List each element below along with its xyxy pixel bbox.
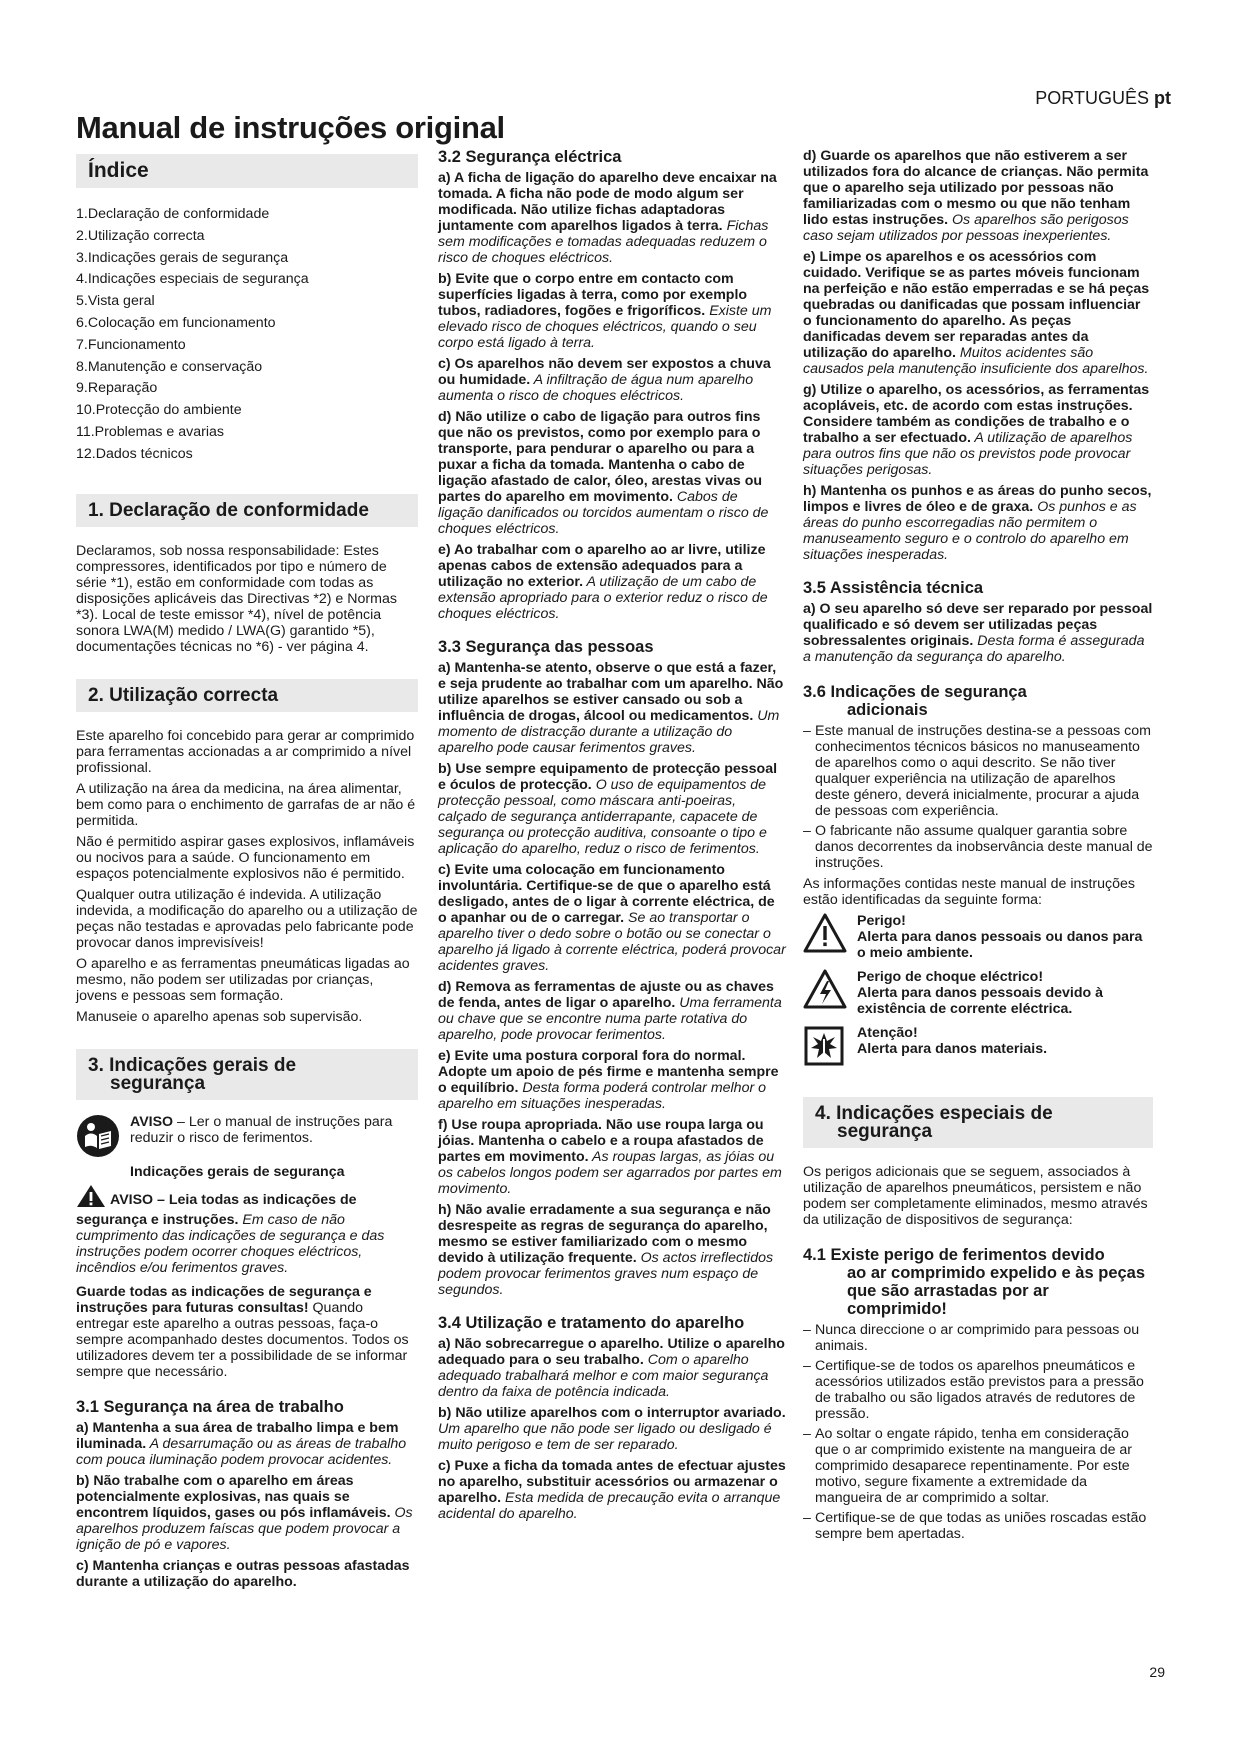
section-4-1-heading-line2: ao ar comprimido expelido e às peças que são arrastadas por ar comprimido! (847, 1264, 1146, 1318)
section-3-4-e (803, 249, 1153, 377)
item-italic: Existe um elevado risco de choques eléctricos, quando o seu corpo está ligado à terra. (438, 303, 772, 351)
item-italic: As roupas largas, as jóias ou os cabelos longos podem ser agarrados por partes em movimento. (438, 1149, 782, 1197)
toc-item: 8.Manutenção e conservação (76, 358, 263, 375)
item-italic: Os aparelhos produzem faíscas que podem provocar a ignição de pó e vapores. (76, 1504, 413, 1553)
section-3-4-d (803, 148, 1153, 244)
section-2-text: Este aparelho foi concebido para gerar ar comprimido para ferramentas accionadas a ar comprimido a nível profissional. (76, 727, 415, 776)
item-italic: A desarrumação ou as áreas de trabalho com pouca iluminação podem provocar acidentes. (76, 1435, 407, 1468)
item-italic: A infiltração de água num aparelho aumenta o risco de choques eléctricos. (438, 372, 754, 404)
aviso-warning-paragraph (76, 1184, 418, 1276)
language-header (1035, 88, 1171, 109)
danger-title: Perigo! (857, 913, 906, 929)
toc-item: 2.Utilização correcta (76, 227, 205, 244)
toc-item: 10.Protecção do ambiente (76, 402, 242, 419)
item-italic: Esta medida de precaução evita o arranque acidental do aparelho. (438, 1490, 781, 1522)
section-3-2-c (438, 356, 786, 404)
item-bold: a) Mantenha a sua área de trabalho limpa e bem iluminada. (76, 1419, 399, 1452)
section-3-3-d (438, 979, 786, 1043)
section-3-3-heading: 3.3 Segurança das pessoas (438, 638, 654, 656)
item-bold: b) Evite que o corpo entre em contacto com superfícies ligadas à terra, como por exemplo tubos, radiadores, fogões e frigoríficos. (438, 271, 748, 319)
item-bold: h) Não avalie erradamente a sua segurança e não desrespeite as regras de segurança do aparelho, mesmo se estiver familiarizado com o mesmo devido à utilização frequente. (438, 1202, 771, 1266)
aviso-label: AVISO (130, 1113, 174, 1130)
item-bold: e) Limpe os aparelhos e os acessórios com cuidado. Verifique se as partes móveis funcionam na perfeição e não estão emperradas e se há peças quebradas ou danificadas que possam influenciar o funcionamento do aparelho. As peças danificadas devem ser reparadas antes da utilização do aparelho. (803, 249, 1150, 361)
section-3-2-d (438, 409, 786, 537)
attention-desc: Alerta para danos materiais. (857, 1041, 1048, 1057)
section-3-1-a (76, 1420, 418, 1468)
section-4-text: Os perigos adicionais que se seguem, associados à utilização de aparelhos pneumáticos, persistem e não podem ser completamente eliminados, mesmo através da utilização de dispositivos de segurança: (803, 1164, 1148, 1228)
section-3-3-e (438, 1048, 786, 1112)
item-italic: A utilização de aparelhos para outros fins que não os previstos pode provocar situações perigosas. (803, 430, 1133, 478)
item-bold: g) Utilize o aparelho, os acessórios, as ferramentas acopláveis, etc. de acordo com estas instruções. Considere também as condições de trabalho e o trabalho a ser efectuado. (803, 382, 1150, 446)
list-item: – Ao soltar o engate rápido, tenha em consideração que o ar comprimido existente na mangueira de ar comprimido desaparece repentinamente. Por este motivo, segure fixamente a extremidade da mangueira de ar comprimido a soltar. (803, 1426, 1153, 1506)
warning-triangle-icon (76, 1184, 106, 1212)
item-bold: e) Evite uma postura corporal fora do normal. Adopte um apoio de pés firme e mantenha sempre o equilíbrio. (438, 1048, 779, 1096)
list-item: – Este manual de instruções destina-se a pessoas com conhecimentos técnicos básicos no manuseamento de aparelhos como o aqui descrito. Se não tiver qualquer experiência na utilização de aparelhos deste género, deverá inicialmente, procurar a ajuda de pessoas com experiência. (803, 723, 1153, 819)
item-bold: a) Mantenha-se atento, observe o que está a fazer, e seja prudente ao trabalhar com um aparelho. Não utilize aparelhos se estiver cansado ou sob a influência de drogas, álcool ou medicamentos. (438, 660, 784, 724)
section-4-heading-line2: segurança (837, 1121, 933, 1142)
toc-item: 1.Declaração de conformidade (76, 206, 270, 222)
column-middle (438, 148, 786, 1527)
item-bold: e) Ao trabalhar com o aparelho ao ar livre, utilize apenas cabos de extensão adequados para a utilização no exterior. (438, 542, 766, 590)
section-4-1-heading (803, 1246, 1153, 1318)
section-3-6-heading-line2: adicionais (847, 701, 928, 719)
section-2-text: Qualquer outra utilização é indevida. A utilização indevida, a modificação do aparelho ou a utilização de peças não testadas e aprovadas pelo fabricante pode provocar danos imprevisíveis! (76, 886, 418, 951)
toc-item: 6.Colocação em funcionamento (76, 314, 276, 331)
item-italic: A utilização de um cabo de extensão apropriado para o exterior reduz o risco de choques eléctricos. (438, 574, 768, 622)
list-item: – Certifique-se de que todas as uniões roscadas estão sempre bem apertadas. (803, 1510, 1153, 1542)
item-bold: a) A ficha de ligação do aparelho deve encaixar na tomada. A ficha não pode de modo algum ser modificada. Não utilize fichas adaptadoras juntamente com aparelhos ligados à terra. (438, 170, 777, 234)
section-3-4-b (438, 1405, 786, 1453)
page-title: Manual de instruções original (76, 110, 505, 145)
toc-item: 9.Reparação (76, 380, 158, 397)
item-italic: Muitos acidentes são causados pela manutenção insuficiente dos aparelhos. (803, 345, 1149, 377)
toc-item: 5.Vista geral (76, 293, 155, 310)
attention-title: Atenção! (857, 1025, 918, 1041)
section-4-1-heading-line1: 4.1 Existe perigo de ferimentos devido (803, 1246, 1105, 1264)
electric-legend (803, 969, 1153, 1017)
column-left (76, 154, 418, 1595)
section-3-heading-line1: 3. Indicações gerais de (88, 1054, 297, 1076)
item-bold: b) Use sempre equipamento de protecção pessoal e óculos de protecção. (438, 761, 778, 793)
section-2-text: Não é permitido aspirar gases explosivos, inflamáveis ou nocivos para a saúde. O funcionamento em espaços potencialmente explosivos não é permitido. (76, 833, 415, 882)
section-3-3-h (438, 1202, 786, 1298)
section-3-1-b (76, 1473, 418, 1553)
section-2-text: A utilização na área da medicina, na área alimentar, bem como para o enchimento de garrafas de ar não é permitida. (76, 780, 416, 829)
section-3-4-heading: 3.4 Utilização e tratamento do aparelho (438, 1314, 745, 1332)
section-3-6-heading (803, 683, 1153, 719)
section-3-4-h (803, 483, 1153, 563)
language-label: PORTUGUÊS (1035, 88, 1149, 108)
item-bold: b) Não utilize aparelhos com o interruptor avariado. (438, 1405, 786, 1421)
item-bold: c) Os aparelhos não devem ser expostos a chuva ou humidade. (438, 356, 771, 388)
section-3-2-a (438, 170, 786, 266)
section-4-heading-line1: 4. Indicações especiais de (815, 1103, 1053, 1124)
section-3-4-c (438, 1458, 786, 1522)
section-3-2-b (438, 271, 786, 351)
section-3-1-heading: 3.1 Segurança na área de trabalho (76, 1397, 344, 1416)
section-3-4-a (438, 1336, 786, 1400)
table-of-contents (76, 204, 418, 466)
section-3-3-c (438, 862, 786, 974)
item-bold: d) Não utilize o cabo de ligação para outros fins que não os previstos, como por exemplo para o transporte, para pendurar o aparelho ou para a puxar a ficha da tomada. Mantenha o cabo de ligação afastado de calor, óleo, arestas vivas ou partes do aparelho em movimento. (438, 409, 763, 505)
section-2-text: Manuseie o aparelho apenas sob supervisão. (76, 1008, 363, 1025)
section-3-heading-line2: segurança (110, 1072, 206, 1094)
item-italic: O uso de equipamentos de protecção pessoal, como máscara anti-poeiras, calçado de segurança antiderrapante, capacete de segurança ou protecção auditiva, consoante o tipo e aplicação do aparelho, reduz o risco de ferimentos. (438, 777, 767, 857)
toc-item: 4.Indicações especiais de segurança (76, 271, 309, 288)
item-bold: d) Guarde os aparelhos que não estiverem a ser utilizados fora do alcance de crianças. Não permita que o aparelho seja utilizado por pessoas não familiarizadas com o mesmo ou que não tenham lido estas instruções. (803, 148, 1149, 228)
item-italic: Os aparelhos são perigosos caso sejam utilizados por pessoas inexperientes. (803, 212, 1129, 244)
section-3-4-g (803, 382, 1153, 478)
item-bold: a) O seu aparelho só deve ser reparado por pessoal qualificado e só devem ser utilizadas peças sobressalentes originais. (803, 601, 1153, 649)
item-bold: d) Remova as ferramentas de ajuste ou as chaves de fenda, antes de ligar o aparelho. (438, 979, 774, 1011)
item-italic: Desta forma é assegurada a manutenção da segurança do aparelho. (803, 633, 1145, 665)
danger-legend (803, 913, 1153, 961)
section-1-heading: 1. Declaração de conformidade (76, 494, 418, 527)
item-italic: Os punhos e as áreas do punho escorregadias não permitem o manuseamento seguro e o controlo do aparelho em situações inesperadas. (803, 499, 1137, 563)
danger-triangle-icon (803, 913, 849, 957)
read-manual-icon (76, 1114, 122, 1162)
aviso-all-label: AVISO – Leia todas as indicações de segurança e instruções. (76, 1191, 357, 1228)
keep-instructions-label: Guarde todas as indicações de segurança e instruções para futuras consultas! (76, 1283, 372, 1316)
material-damage-icon (803, 1025, 849, 1071)
item-bold: f) Use roupa apropriada. Não use roupa larga ou jóias. Mantenha o cabelo e a roupa afastados de partes em movimento. (438, 1117, 764, 1165)
section-3-6-list (803, 723, 1153, 871)
section-2-text: O aparelho e as ferramentas pneumáticas ligadas ao mesmo, não podem ser utilizadas por crianças, jovens e pessoas sem formação. (76, 955, 410, 1004)
item-bold: c) Evite uma colocação em funcionamento involuntária. Certifique-se de que o aparelho está desligado, antes de o ligar à corrente eléctrica, de o apanhar ou de o carregar. (438, 862, 775, 926)
item-bold: a) Não sobrecarregue o aparelho. Utilize o aparelho adequado para o seu trabalho. (438, 1336, 785, 1368)
item-italic: Desta forma poderá controlar melhor o aparelho em situações inesperadas. (438, 1080, 767, 1112)
section-3-3-f (438, 1117, 786, 1197)
section-3-heading (76, 1049, 418, 1100)
section-3-2-heading: 3.2 Segurança eléctrica (438, 148, 622, 166)
section-3-3-b (438, 761, 786, 857)
read-manual-warning (76, 1114, 418, 1162)
section-3-2-e (438, 542, 786, 622)
page-number: 29 (1149, 1664, 1165, 1680)
column-right (803, 148, 1153, 1547)
item-italic: Os actos irreflectidos podem provocar ferimentos graves num espaço de segundos. (438, 1250, 774, 1298)
list-item: – O fabricante não assume qualquer garantia sobre danos decorrentes da inobservância deste manual de instruções. (803, 823, 1153, 871)
aviso-all-text: Em caso de não cumprimento das indicações de segurança e das instruções podem ocorrer choques eléctricos, incêndios e/ou ferimentos graves. (76, 1211, 385, 1276)
item-bold: h) Mantenha os punhos e as áreas do punho secos, limpos e livres de óleo e de graxa. (803, 483, 1152, 515)
keep-instructions-text: Quando entregar este aparelho a outras pessoas, faça-o sempre acompanhado destes documentos. Todos os utilizadores devem ter a possibilidade de se informar sempre que necessário. (76, 1299, 409, 1380)
item-italic: Um aparelho que não pode ser ligado ou desligado é muito perigoso e tem de ser reparado. (438, 1421, 772, 1453)
item-bold: b) Não trabalhe com o aparelho em áreas potencialmente explosivas, nas quais se encontrem líquidos, gases ou pós inflamáveis. (76, 1472, 391, 1521)
general-safety-label: Indicações gerais de segurança (130, 1163, 345, 1180)
electric-title: Perigo de choque eléctrico! (857, 969, 1044, 985)
item-italic: Fichas sem modificações e tomadas adequadas reduzem o risco de choques eléctricos. (438, 218, 769, 266)
danger-desc: Alerta para danos pessoais ou danos para o meio ambiente. (857, 929, 1143, 961)
section-3-1-c: c) Mantenha crianças e outras pessoas afastadas durante a utilização do aparelho. (76, 1557, 410, 1590)
toc-item: 7.Funcionamento (76, 336, 186, 353)
toc-item: 3.Indicações gerais de segurança (76, 249, 289, 266)
section-3-3-a (438, 660, 786, 756)
section-4-heading (803, 1097, 1153, 1148)
section-1-text: Declaramos, sob nossa responsabilidade: Estes compressores, identificados por tipo e número de série *1), estão em conformidade com todas as disposições aplicáveis das Directivas *2) e Normas *3). Local de teste emissor *4), nível de potência sonora LWA(M) medido / LWA(G) garantido *5), documentações técnicas no *6) - ver página 4. (76, 542, 397, 655)
keep-instructions-paragraph (76, 1284, 418, 1380)
attention-legend (803, 1025, 1153, 1071)
section-3-5-a (803, 601, 1153, 665)
section-2-heading: 2. Utilização correcta (76, 679, 418, 712)
aviso-text: – Ler o manual de instruções para reduzir o risco de ferimentos. (130, 1113, 393, 1146)
electric-desc: Alerta para danos pessoais devido à existência de corrente eléctrica. (857, 985, 1104, 1017)
toc-item: 12.Dados técnicos (76, 445, 193, 462)
item-italic: Se ao transportar o aparelho tiver o dedo sobre o botão ou se conectar o aparelho já ligado à corrente eléctrica, poderá provocar acidentes graves. (438, 910, 786, 974)
item-italic: Cabos de ligação danificados ou torcidos aumentam o risco de choques eléctricos. (438, 489, 769, 537)
list-item: – Certifique-se de todos os aparelhos pneumáticos e acessórios utilizados estão previstos para a pressão de trabalho ou são ligados através de redutores de pressão. (803, 1358, 1153, 1422)
section-3-5-heading: 3.5 Assistência técnica (803, 579, 984, 597)
item-italic: Com o aparelho adequado trabalhará melhor e com maior segurança dentro da faixa de potência indicada. (438, 1352, 769, 1400)
electric-shock-icon (803, 969, 849, 1013)
item-bold: c) Puxe a ficha da tomada antes de efectuar ajustes no aparelho, substituir acessórios ou armazenar o aparelho. (438, 1458, 786, 1506)
list-item: – Nunca direccione o ar comprimido para pessoas ou animais. (803, 1322, 1153, 1354)
section-3-6-info: As informações contidas neste manual de instruções estão identificadas da seguinte forma: (803, 876, 1136, 908)
language-code: pt (1154, 88, 1171, 108)
index-heading: Índice (76, 154, 418, 188)
section-4-1-list (803, 1322, 1153, 1542)
item-italic: Um momento de distracção durante a utilização do aparelho pode causar ferimentos graves. (438, 708, 780, 756)
toc-item: 11.Problemas e avarias (76, 423, 224, 440)
item-italic: Uma ferramenta ou chave que se encontre numa parte rotativa do aparelho, pode provocar ferimentos. (438, 995, 782, 1043)
section-3-6-heading-line1: 3.6 Indicações de segurança (803, 683, 1027, 701)
